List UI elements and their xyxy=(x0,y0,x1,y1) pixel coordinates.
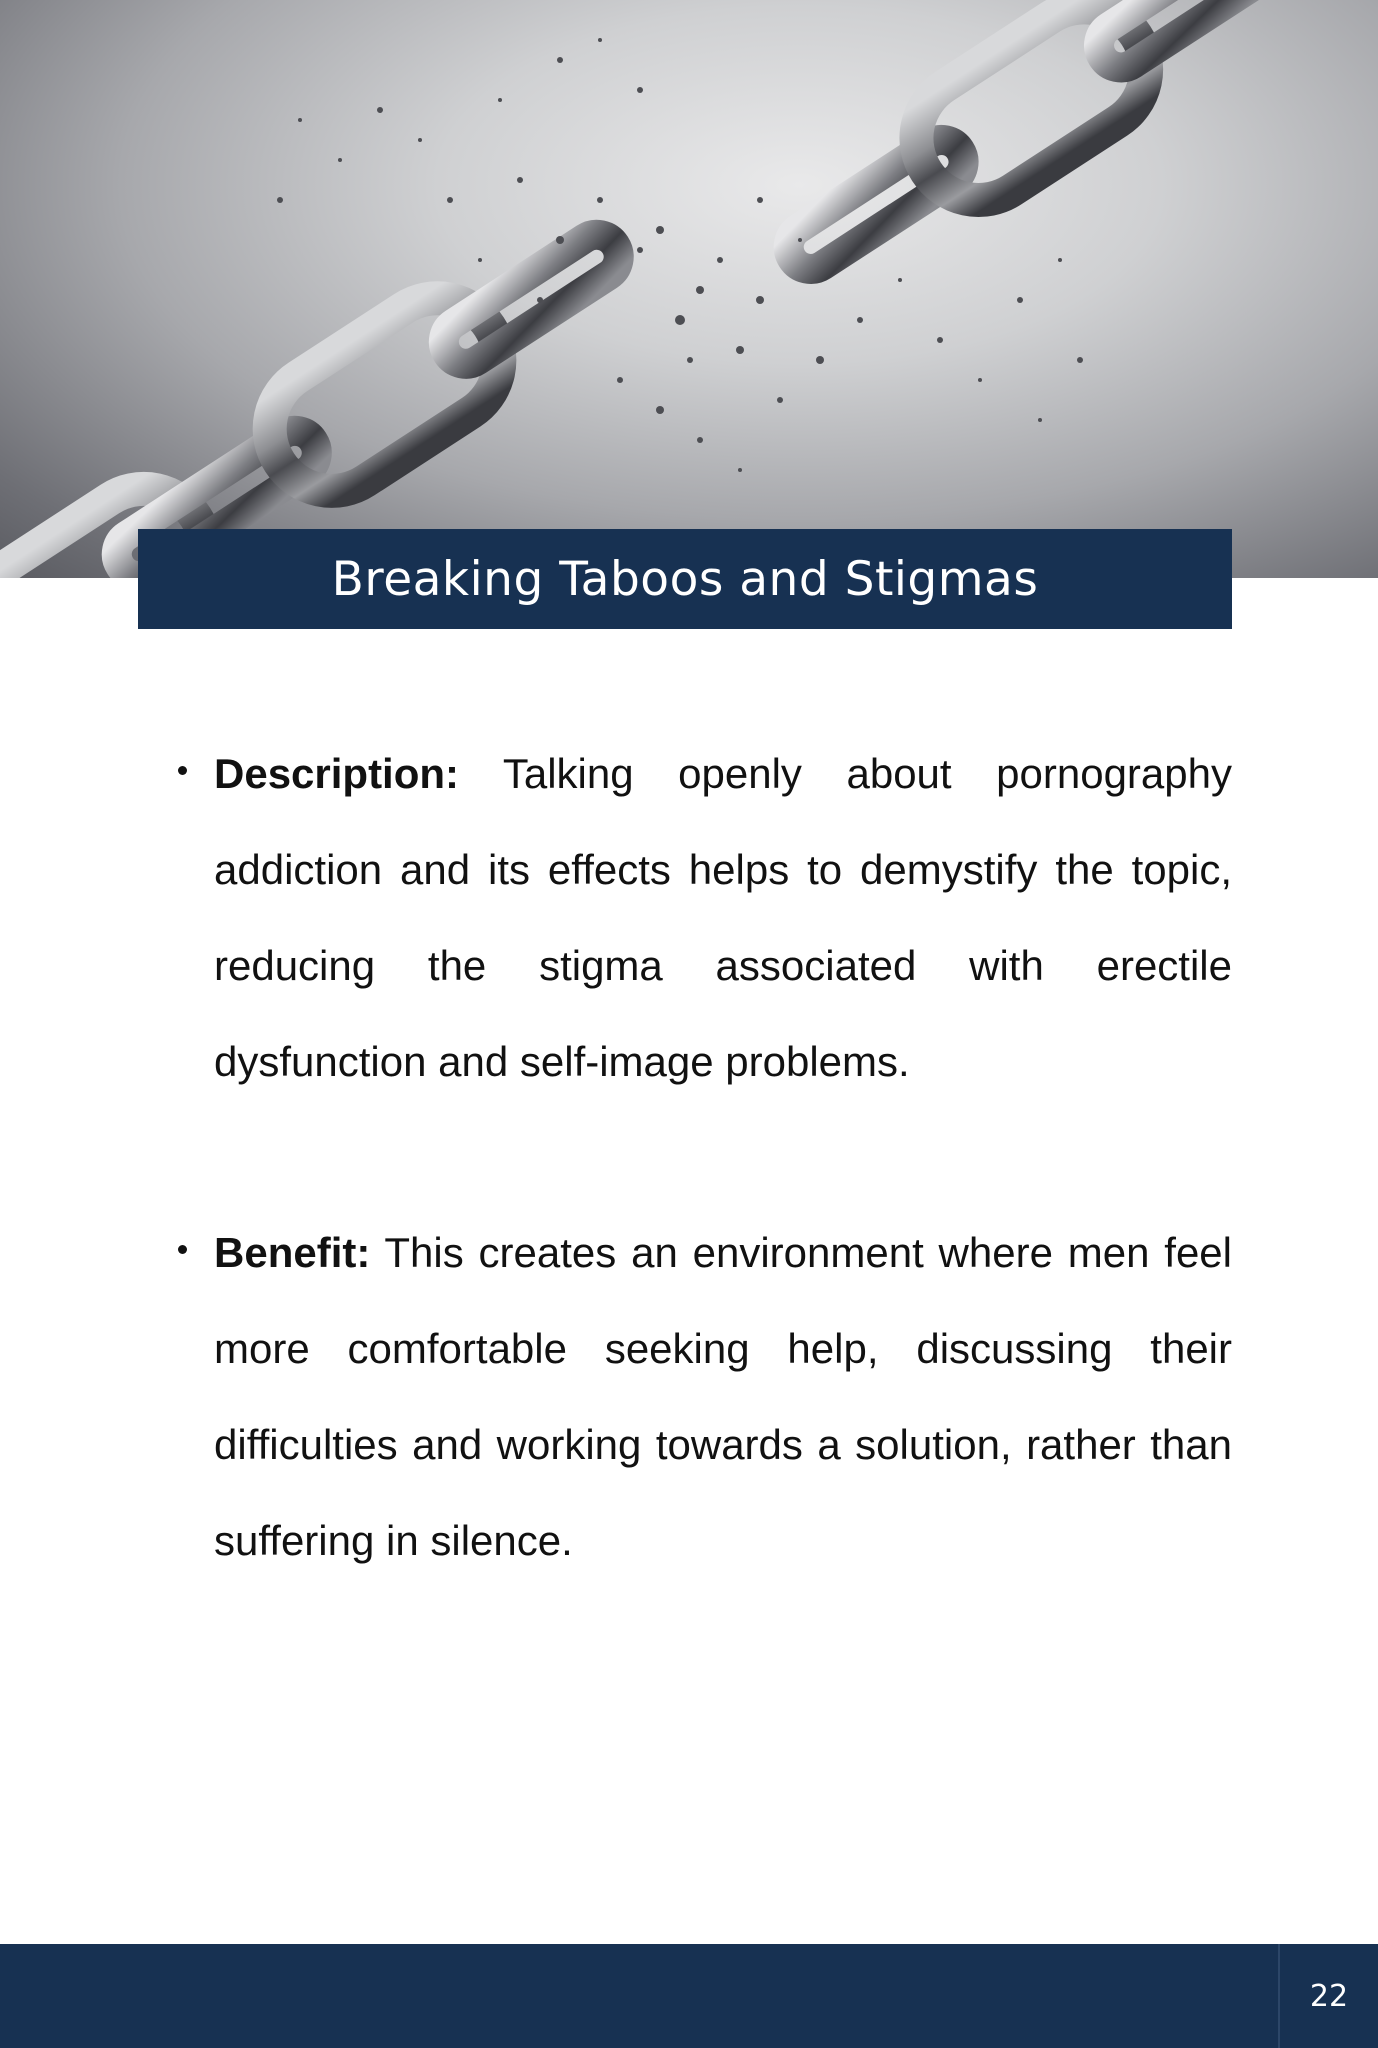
bullet-icon xyxy=(178,766,187,775)
footer-bar xyxy=(0,1944,1378,2048)
broken-chain-icon xyxy=(0,0,1378,578)
bullet-text xyxy=(214,1205,1232,1589)
page-number: 22 xyxy=(1309,1978,1349,2014)
bullet-body: This creates an environment where men feel more comfortable seeking help, discussing their difficulties and working towards a solution, rather than suffering in silence. xyxy=(214,1229,1232,1564)
bullet-icon xyxy=(178,1245,187,1254)
hero-image xyxy=(0,0,1378,578)
title-banner xyxy=(138,529,1232,629)
bullet-label: Description: xyxy=(214,750,460,797)
bullet-body: Talking openly about pornography addiction and its effects helps to demystify the topic, reducing the stigma associated with erectile dysfunction and self-image problems. xyxy=(214,750,1232,1085)
bullet-label: Benefit: xyxy=(214,1229,371,1276)
page-title: Breaking Taboos and Stigmas xyxy=(331,551,1039,607)
bullet-text xyxy=(214,726,1232,1110)
